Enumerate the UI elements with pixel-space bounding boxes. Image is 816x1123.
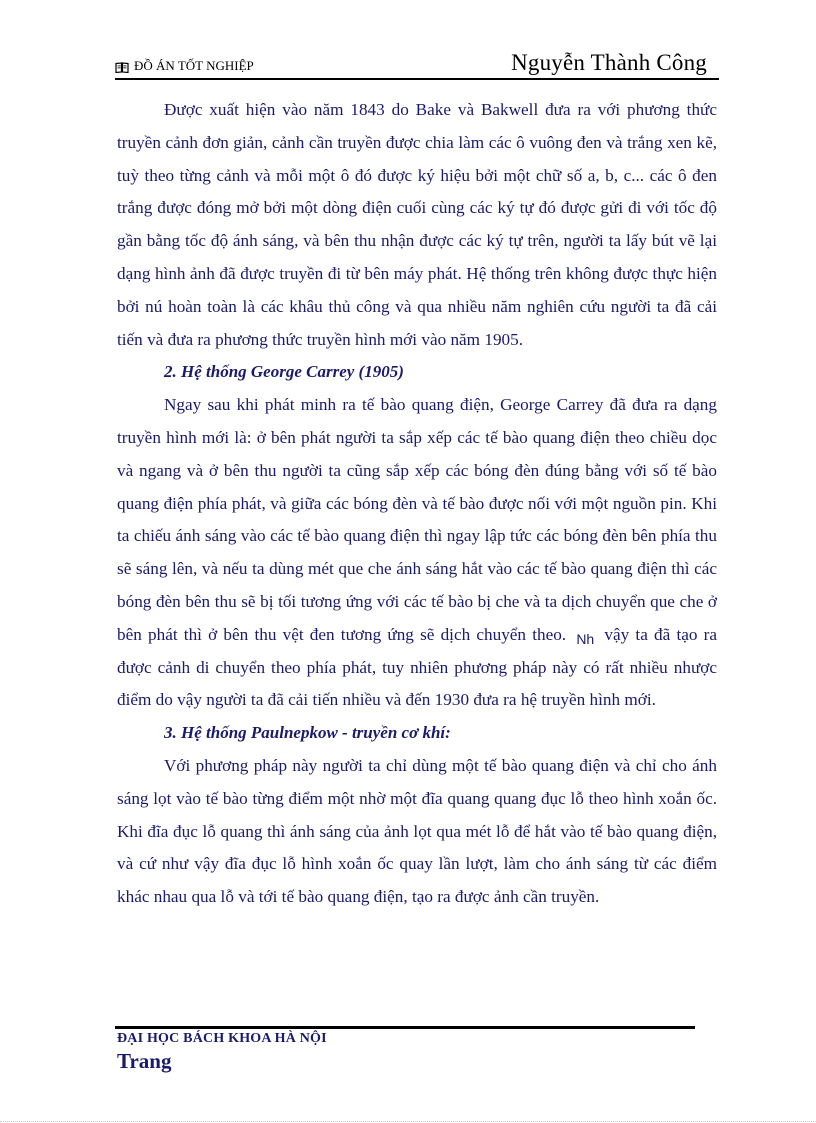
paragraph-2 xyxy=(117,389,717,717)
header-divider xyxy=(115,78,719,80)
paragraph-2-part-b: vậy ta đã tạo ra được cảnh di chuyển theo phía phát, tuy nhiên phương pháp này có rất nhiều nhược điểm do vậy người ta đã cải tiến nhiều và đến 1930 đưa ra hệ truyền hình mới. xyxy=(117,624,718,710)
footer-page-label: Trang xyxy=(117,1049,172,1073)
paragraph-3: Với phương pháp này người ta chỉ dùng một tế bào quang điện và chỉ cho ánh sáng lọt vào tế bào từng điểm một nhờ một đĩa quang quang đục lỗ theo hình xoắn ốc. Khi đĩa đục lỗ quang thì ánh sáng của ảnh lọt qua mét lỗ để hắt vào tế bào quang điện, và cứ như vậy đĩa đục lỗ hình xoắn ốc quay lần lượt, làm cho ánh sáng từ các điểm khác nhau qua lỗ và tới tế bào quang điện, tạo ra được ảnh cần truyền. xyxy=(117,755,717,907)
header-title: ĐỒ ÁN TỐT NGHIỆP xyxy=(134,58,254,73)
header-left xyxy=(115,58,254,74)
paragraph-1: Được xuất hiện vào năm 1843 do Bake và Bakwell đưa ra với phương thức truyền cảnh đơn giản, cảnh cần truyền được chia làm các ô vuông đen và trắng xen kẽ, tuỳ theo từng cảnh và mỗi một ô đó được ký hiệu bởi một chữ số a, b, c... các ô đen trắng được đóng mở bởi một dòng điện cuối cùng các ký tự đó được gửi đi với tốc độ gần bằng tốc độ ánh sáng, và bên thu nhận được các ký tự trên, người ta lấy bút vẽ lại dạng hình ảnh đã được truyền đi từ bên máy phát. Hệ thống trên không được thực hiện bởi nú hoàn toàn là các khâu thủ công và qua nhiều năm nghiên cứu người ta đã cải tiến và đưa ra phương thức truyền hình mới vào năm 1905. xyxy=(117,100,717,349)
page-footer xyxy=(117,1031,327,1074)
footer-school: ĐẠI HỌC BÁCH KHOA HÀ NỘI xyxy=(117,1031,327,1046)
page-edge xyxy=(0,1121,816,1122)
section-heading-2: 2. Hệ thống George Carrey (1905) xyxy=(164,362,404,382)
paragraph-2-fragment: Nh xyxy=(576,630,595,647)
header-author: Nguyễn Thành Công xyxy=(511,50,707,75)
section-heading-3: 3. Hệ thống Paulnepkow - truyền cơ khí: xyxy=(164,723,451,743)
book-icon xyxy=(115,61,129,72)
footer-divider xyxy=(115,1026,695,1029)
page-content xyxy=(117,94,717,914)
paragraph-2-part-a: Ngay sau khi phát minh ra tế bào quang điện, George Carrey đã đưa ra dạng truyền hình mới là: ở bên phát người ta sắp xếp các tế bào quang điện theo chiều dọc và ngang và ở bên thu người ta cũng sắp xếp các bóng đèn đúng bằng với số tế bào quang điện phía phát, và giữa các bóng đèn và tế bào được nối với một nguồn pin. Khi ta chiếu ánh sáng vào các tế bào quang điện thì ngay lập tức các bóng đèn bên phía thu sẽ sáng lên, và nếu ta dùng mét que che ánh sáng hắt vào các tế bào quang điện thì các bóng đèn bên thu sẽ bị tối tương ứng với các tế bào bị che và ta dịch chuyển que che ở bên phát thì ở bên thu vệt đen tương ứng sẽ dịch chuyển theo. xyxy=(117,395,717,644)
